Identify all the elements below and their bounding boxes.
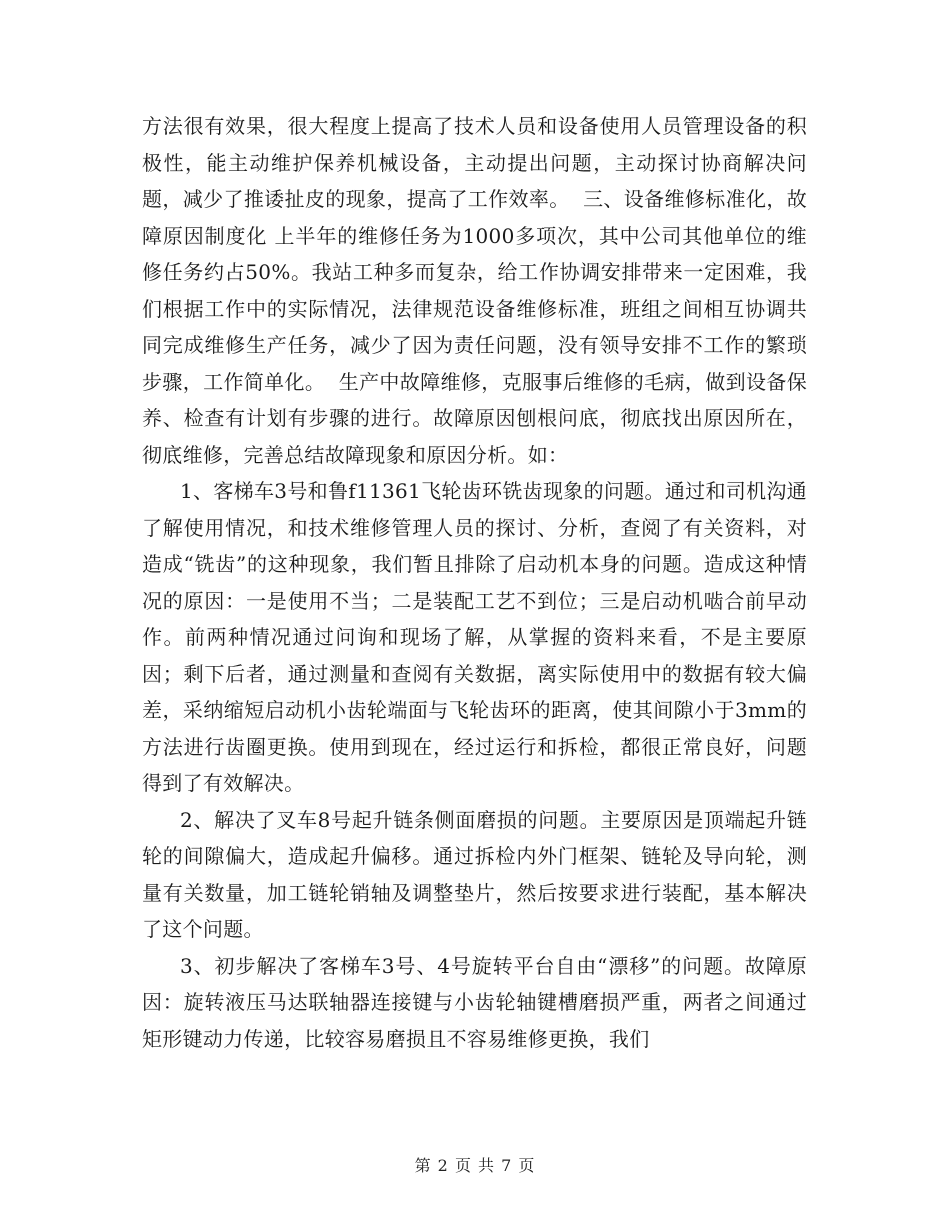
paragraph-intro: 方法很有效果，很大程度上提高了技术人员和设备使用人员管理设备的积极性，能主动维护保养机械设备，主动提出问题，主动探讨协商解决问题，减少了推诿扯皮的现象，提高了工作效率。 三、设备维修标准化，故障原因制度化 上半年的维修任务为1000多项次，其中公司其他单位的维修任务约占50%。我站工种多而复杂，给工作协调安排带来一定困难，我们根据工作中的实际情况，法律规范设备维修标准，班组之间相互协调共同完成维修生产任务，减少了因为责任问题，没有领导安排不工作的繁琐步骤，工作简单化。 生产中故障维修，克服事后维修的毛病，做到设备保养、检查有计划有步骤的进行。故障原因刨根问底，彻底找出原因所在，彻底维修，完善总结故障现象和原因分析。如：	[142, 114, 807, 467]
page-number-footer: 第 2 页 共 7 页	[414, 1156, 536, 1175]
paragraph-item-3: 3、初步解决了客梯车3号、4号旋转平台自由“漂移”的问题。故障原因：旋转液压马达联轴器连接键与小齿轮轴键槽磨损严重，两者之间通过矩形键动力传递，比较容易磨损且不容易维修更换，我们	[142, 953, 807, 1051]
paragraph-item-1: 1、客梯车3号和鲁f11361飞轮齿环铣齿现象的问题。通过和司机沟通了解使用情况，和技术维修管理人员的探讨、分析，查阅了有关资料，对造成“铣齿”的这种现象，我们暂且排除了启动机本身的问题。造成这种情况的原因：一是使用不当；二是装配工艺不到位；三是启动机啮合前早动作。前两种情况通过问询和现场了解，从掌握的资料来看，不是主要原因；剩下后者，通过测量和查阅有关数据，离实际使用中的数据有较大偏差，采纳缩短启动机小齿轮端面与飞轮齿环的距离，使其间隙小于3mm的方法进行齿圈更换。使用到现在，经过运行和拆检，都很正常良好，问题得到了有效解决。	[142, 479, 807, 795]
document-body	[142, 108, 807, 1057]
paragraph-item-2: 2、解决了叉车8号起升链条侧面磨损的问题。主要原因是顶端起升链轮的间隙偏大，造成起升偏移。通过拆检内外门框架、链轮及导向轮，测量有关数量，加工链轮销轴及调整垫片，然后按要求进行装配，基本解决了这个问题。	[142, 807, 807, 941]
